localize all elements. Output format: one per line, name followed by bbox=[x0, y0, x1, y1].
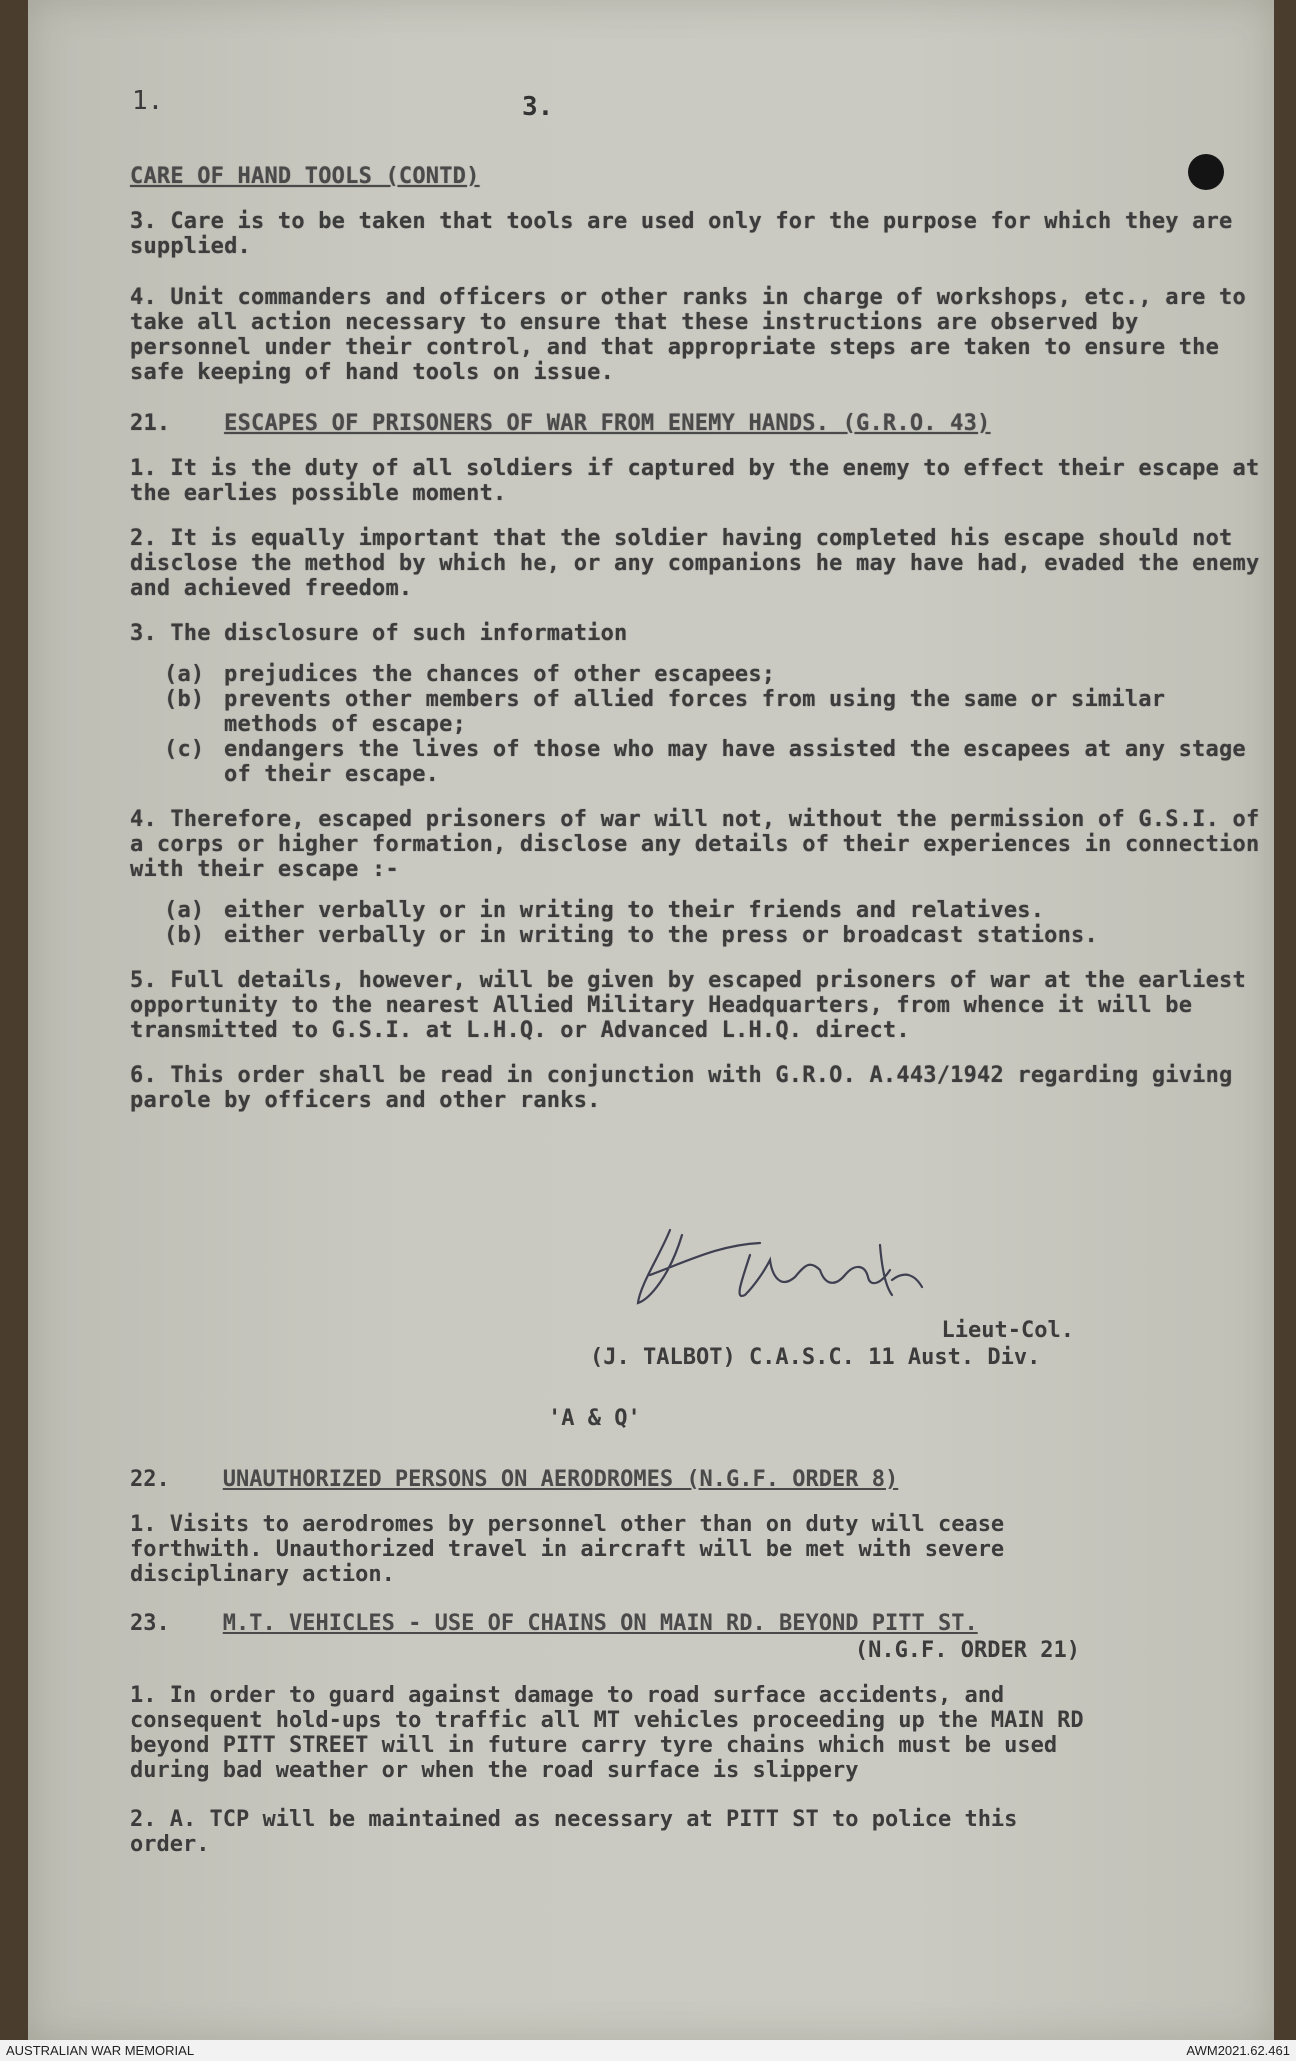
paragraph: 4. Therefore, escaped prisoners of war will not, without the permission of G.S.I. of a corps or higher formation, disclose any details of their experiences in connection with their escape :- bbox=[130, 807, 1260, 882]
section-title: UNAUTHORIZED PERSONS ON AERODROMES (N.G.F. ORDER 8) bbox=[222, 1467, 899, 1492]
section-heading-care-of-hand-tools: CARE OF HAND TOOLS (CONTD) bbox=[130, 164, 480, 189]
paragraph: 5. Full details, however, will be given by escaped prisoners of war at the earliest opportunity to the nearest Allied Military Headquarters, from whence it will be transmitted to G.S.I. at L.H.Q. or Advanced L.H.Q. direct. bbox=[130, 968, 1246, 1043]
paragraph: 1. In order to guard against damage to road surface accidents, and consequent hold-ups to traffic all MT vehicles proceeding up the MAIN RD beyond PITT STREET will in future carry tyre chains which must be used during bad weather or when the road surface is slippery bbox=[130, 1683, 1084, 1783]
paragraph: 3. The disclosure of such information bbox=[130, 621, 628, 646]
section-21-heading bbox=[130, 411, 1270, 436]
list-key: (a) bbox=[164, 662, 205, 687]
paragraph: 1. It is the duty of all soldiers if captured by the enemy to effect their escape at the earlies possible moment. bbox=[130, 456, 1260, 506]
list-text: endangers the lives of those who may have assisted the escapees at any stage of their escape. bbox=[224, 737, 1246, 787]
corner-mark: 1. bbox=[132, 86, 164, 116]
list-item bbox=[130, 662, 1270, 687]
list-b bbox=[130, 898, 1270, 948]
list-text: prevents other members of allied forces from using the same or similar methods of escape; bbox=[224, 687, 1166, 737]
archive-footer bbox=[0, 2040, 1296, 2061]
page-number: 3. bbox=[522, 92, 554, 122]
paragraph: 1. Visits to aerodromes by personnel other than on duty will cease forthwith. Unauthorized travel in aircraft will be met with severe disciplinary action. bbox=[130, 1512, 1005, 1587]
list-text: either verbally or in writing to the press or broadcast stations. bbox=[224, 923, 1098, 948]
footer-catalogue-id: AWM2021.62.461 bbox=[1186, 2043, 1290, 2058]
paragraph: 3. Care is to be taken that tools are used only for the purpose for which they are supplied. bbox=[130, 209, 1233, 259]
section-23-heading bbox=[130, 1611, 1090, 1636]
signatory-rank: Lieut-Col. bbox=[941, 1318, 1074, 1343]
list-text: prejudices the chances of other escapees; bbox=[224, 662, 776, 687]
handwritten-signature bbox=[630, 1215, 950, 1325]
paragraph: 4. Unit commanders and officers or other ranks in charge of workshops, etc., are to take all action necessary to ensure that these instructions are observed by personnel under their control, and that appropriate steps are taken to ensure the safe keeping of hand tools on issue. bbox=[130, 285, 1246, 385]
section-23-reference: (N.G.F. ORDER 21) bbox=[854, 1638, 1080, 1663]
paragraph: 2. It is equally important that the soldier having completed his escape should not disclose the method by which he, or any companions he may have had, evaded the enemy and achieved freedom. bbox=[130, 526, 1260, 601]
document-body bbox=[130, 164, 1270, 1113]
list-key: (b) bbox=[164, 687, 205, 712]
section-title: M.T. VEHICLES - USE OF CHAINS ON MAIN RD. BEYOND PITT ST. bbox=[222, 1611, 978, 1636]
list-item bbox=[130, 923, 1270, 948]
list-item bbox=[130, 737, 1270, 787]
section-number: 22. bbox=[130, 1467, 170, 1492]
footer-institution: AUSTRALIAN WAR MEMORIAL bbox=[6, 2043, 195, 2058]
list-key: (a) bbox=[164, 898, 205, 923]
list-key: (b) bbox=[164, 923, 205, 948]
branch-heading: 'A & Q' bbox=[548, 1406, 641, 1431]
signature-block bbox=[130, 1318, 1090, 1857]
list-key: (c) bbox=[164, 737, 205, 762]
section-number: 21. bbox=[130, 411, 171, 436]
list-text: either verbally or in writing to their friends and relatives. bbox=[224, 898, 1045, 923]
paragraph: 6. This order shall be read in conjunction with G.R.O. A.443/1942 regarding giving parole by officers and other ranks. bbox=[130, 1063, 1233, 1113]
list-item bbox=[130, 687, 1270, 737]
list-item bbox=[130, 898, 1270, 923]
signatory-name: (J. TALBOT) C.A.S.C. 11 Aust. Div. bbox=[590, 1345, 1041, 1370]
list-a bbox=[130, 662, 1270, 787]
section-22-heading bbox=[130, 1467, 1090, 1492]
section-number: 23. bbox=[130, 1611, 170, 1636]
paragraph: 2. A. TCP will be maintained as necessary at PITT ST to police this order. bbox=[130, 1807, 1018, 1857]
section-title: ESCAPES OF PRISONERS OF WAR FROM ENEMY HANDS. (G.R.O. 43) bbox=[224, 411, 991, 436]
